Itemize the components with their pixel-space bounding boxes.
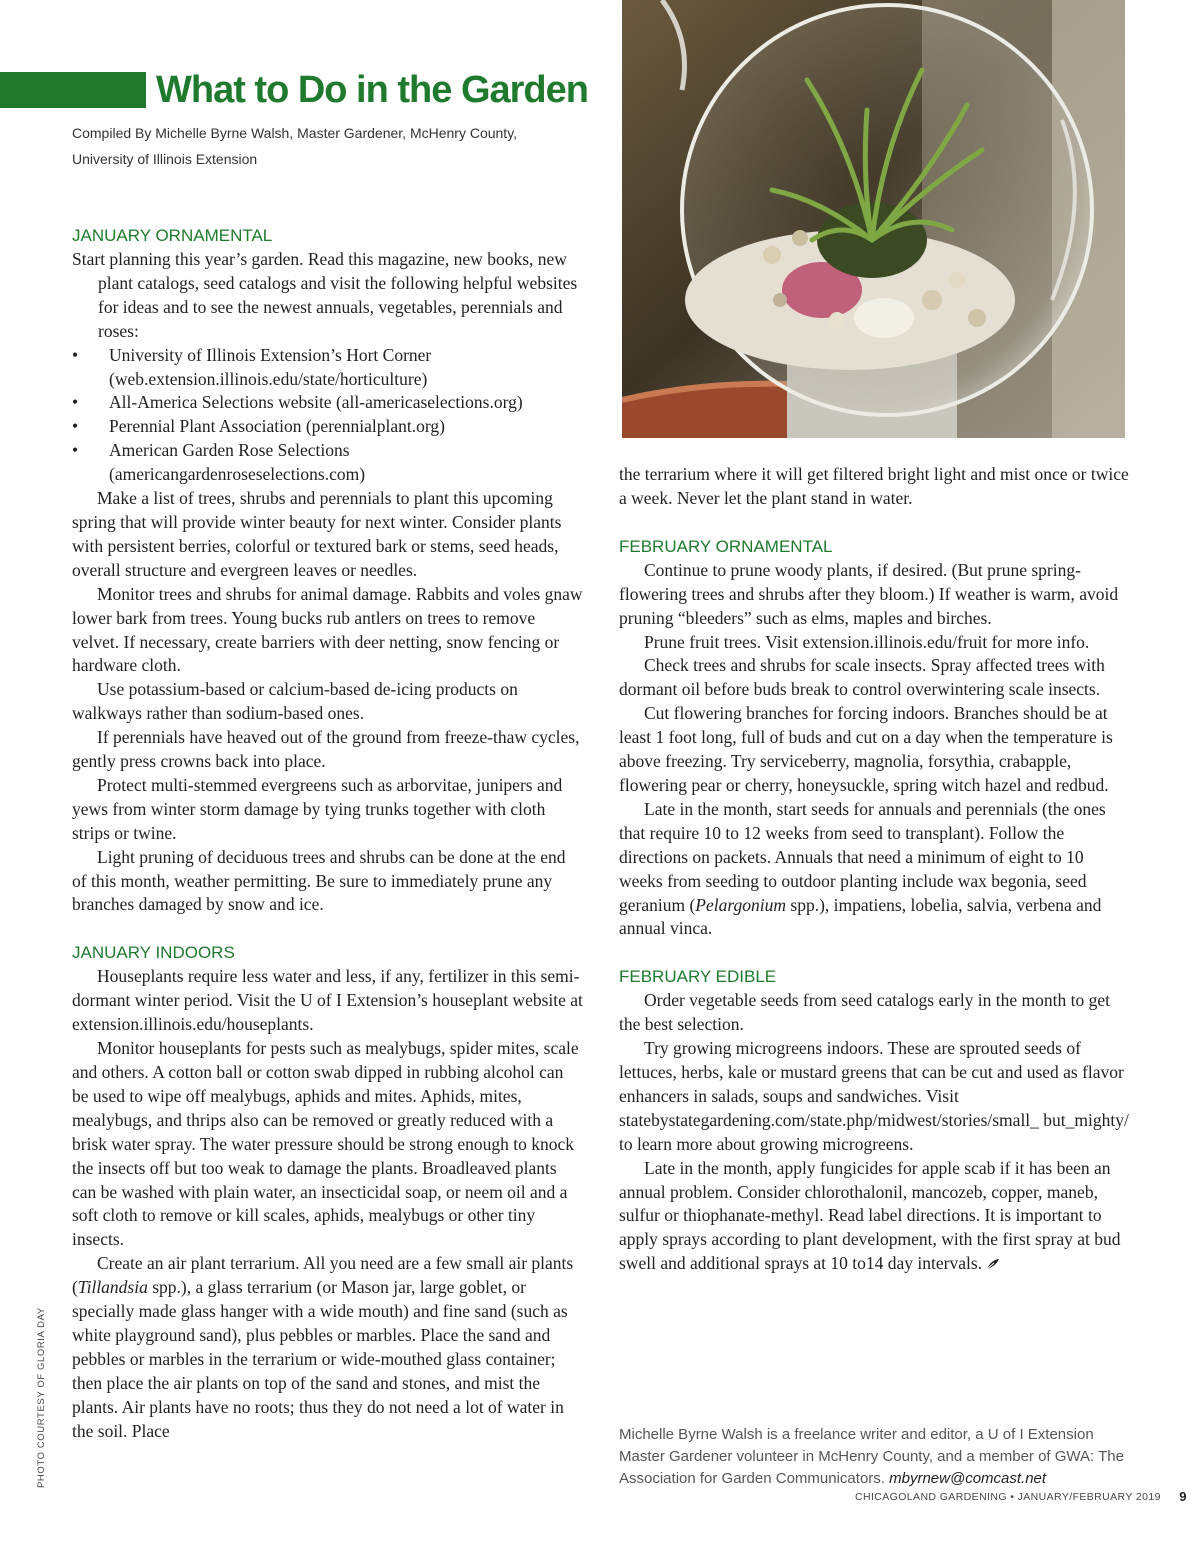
body-paragraph: Continue to prune woody plants, if desired. (But prune spring-flowering trees and shrubs after they bloom.) If weather is warm, avoid pruning “bleeders” such as elms, maples and birches. bbox=[619, 559, 1119, 628]
publication-info: CHICAGOLAND GARDENING • JANUARY/FEBRUARY 2019 bbox=[855, 1490, 1161, 1503]
leaf-end-mark-icon bbox=[986, 1258, 1000, 1270]
title-accent-bar bbox=[0, 72, 146, 108]
terrarium-illustration bbox=[622, 0, 1125, 438]
right-column bbox=[619, 463, 1129, 1276]
heading-february-edible: FEBRUARY EDIBLE bbox=[619, 967, 777, 987]
january-ornamental-intro: Start planning this year’s garden. Read this magazine, new books, new plant catalogs, seed catalogs and visit the following helpful websites for ideas and to see the newest annuals, vegetables, perennials and roses: bbox=[72, 249, 578, 341]
terrarium-photo bbox=[622, 0, 1125, 438]
author-email-link[interactable]: mbyrnew@comcast.net bbox=[889, 1470, 1047, 1487]
website-list-item: • American Garden Rose Selections (americangardenroseselections.com) bbox=[72, 440, 366, 485]
author-bio-text: Michelle Byrne Walsh is a freelance writer and editor, a U of I Extension Master Gardener volunteer in McHenry County, and a member of GWA: The Association for Garden Communicators. bbox=[619, 1426, 1124, 1487]
bullet-glyph: • bbox=[72, 440, 79, 461]
page-footer bbox=[855, 1488, 1187, 1508]
bullet-glyph: • bbox=[72, 416, 79, 437]
bullet-glyph: • bbox=[72, 392, 79, 413]
heading-january-ornamental: JANUARY ORNAMENTAL bbox=[72, 226, 273, 245]
photo-credit: PHOTO COURTESY OF GLORIA DAY bbox=[36, 1307, 47, 1488]
body-paragraph: Use potassium-based or calcium-based de-icing products on walkways rather than sodium-based ones. bbox=[72, 679, 518, 724]
body-paragraph: Check trees and shrubs for scale insects. Spray affected trees with dormant oil before buds break to control overwintering scale insects. bbox=[619, 655, 1105, 700]
page-number: 9 bbox=[1179, 1489, 1187, 1505]
body-paragraph: Protect multi-stemmed evergreens such as arborvitae, junipers and yews from winter storm damage by tying trunks together with cloth strips or twine. bbox=[72, 774, 563, 843]
terrarium-paragraph: Create an air plant terrarium. All you need are a few small air plants (Tillandsia spp.), a glass terrarium (or Mason jar, large goblet, or specially made glass hanger with a wide mouth) and fine sand (such as white playground sand), plus pebbles or marbles. Place the sand and pebbles or marbles in the terrarium or wide-mouthed glass container; then place the air plants on top of the sand and stones, and mist the plants. Air plants have no roots; thus they do not need a lot of water in the soil. Place bbox=[72, 1253, 574, 1441]
body-paragraph: Order vegetable seeds from seed catalogs early in the month to get the best selection. bbox=[619, 990, 1111, 1035]
website-list-item: • University of Illinois Extension’s Hort Corner (web.extension.illinois.edu/state/horticulture) bbox=[72, 344, 432, 389]
body-paragraph: Light pruning of deciduous trees and shrubs can be done at the end of this month, weather permitting. Be sure to immediately prune any branches damaged by snow and ice. bbox=[72, 846, 566, 915]
heading-february-ornamental: FEBRUARY ORNAMENTAL bbox=[619, 536, 833, 556]
body-paragraph: Houseplants require less water and less, if any, fertilizer in this semi-dormant winter period. Visit the U of I Extension’s houseplant website at extension.illinois.edu/houseplants. bbox=[72, 966, 583, 1035]
body-paragraph: If perennials have heaved out of the ground from freeze-thaw cycles, gently press crowns back into place. bbox=[72, 727, 580, 772]
byline-line-1: Compiled By Michelle Byrne Walsh, Master Gardener, McHenry County, bbox=[72, 125, 518, 141]
terrarium-paragraph-continued: the terrarium where it will get filtered bright light and mist once or twice a week. Never let the plant stand in water. bbox=[619, 464, 1129, 508]
byline-line-2: University of Illinois Extension bbox=[72, 151, 258, 167]
website-list bbox=[72, 344, 584, 487]
website-list-item: • All-America Selections website (all-americaselections.org) bbox=[72, 391, 584, 415]
seed-starting-paragraph: Late in the month, start seeds for annuals and perennials (the ones that require 10 to 12 weeks from seed to transplant). Follow the directions on packets. Annuals that need a minimum of eight to 10 weeks from seeding to outdoor planting include wax begonia, seed geranium (Pelargonium spp.), impatiens, lobelia, salvia, verbena and annual vinca. bbox=[619, 798, 1106, 939]
body-paragraph: Cut flowering branches for forcing indoors. Branches should be at least 1 foot long, full of buds and cut on a day when the temperature is above freezing. Try serviceberry, magnolia, forsythia, crabapple, flowering pear or cherry, honeysuckle, spring witch hazel and redbud. bbox=[619, 703, 1113, 795]
body-paragraph: Prune fruit trees. Visit extension.illinois.edu/fruit for more info. bbox=[644, 631, 1090, 652]
body-paragraph: Monitor trees and shrubs for animal damage. Rabbits and voles gnaw lower bark from trees. Young bucks rub antlers on trees to remove velvet. If necessary, create barriers with deer netting, snow fencing or hardware cloth. bbox=[72, 583, 583, 676]
author-bio bbox=[619, 1424, 1139, 1490]
body-paragraph: Make a list of trees, shrubs and perennials to plant this upcoming spring that will provide winter beauty for next winter. Consider plants with persistent berries, colorful or textured bark or stems, seed heads, overall structure and evergreen leaves or needles. bbox=[72, 488, 562, 580]
left-column bbox=[72, 224, 584, 1444]
heading-january-indoors: JANUARY INDOORS bbox=[72, 943, 235, 963]
body-paragraph: Late in the month, apply fungicides for apple scab if it has been an annual problem. Consider chlorothalonil, mancozeb, copper, maneb, sulfur or thiophanate-methyl. Read label directions. It is important to apply sprays according to plant development, with the first spray at bud swell and additional sprays at 10 to14 day intervals. bbox=[619, 1157, 1121, 1274]
bullet-glyph: • bbox=[72, 344, 79, 365]
body-paragraph: Try growing microgreens indoors. These are sprouted seeds of lettuces, herbs, kale or mustard greens that can be cut and used as flavor enhancers in salads, soups and sandwiches. Visit statebystategardening.com/state.php/midwest/stories/small_ but_mighty/ to learn more about growing microgreens. bbox=[619, 1038, 1129, 1154]
website-list-item: • Perennial Plant Association (perennialplant.org) bbox=[72, 415, 584, 439]
body-paragraph: Monitor houseplants for pests such as mealybugs, spider mites, scale and others. A cotton ball or cotton swab dipped in rubbing alcohol can be used to wipe off mealybugs, aphids and mites. Aphids, mites, mealybugs, and thrips also can be removed or greatly reduced with a brisk water spray. The water pressure should be strong enough to knock the insects off but too weak to damage the plants. Broadleaved plants can be washed with plain water, an insecticidal soap, or neem oil and a soft cloth to remove or kill scales, aphids, mealybugs or other tiny insects. bbox=[72, 1038, 579, 1250]
byline bbox=[72, 120, 572, 172]
page-title: What to Do in the Garden bbox=[156, 69, 588, 111]
